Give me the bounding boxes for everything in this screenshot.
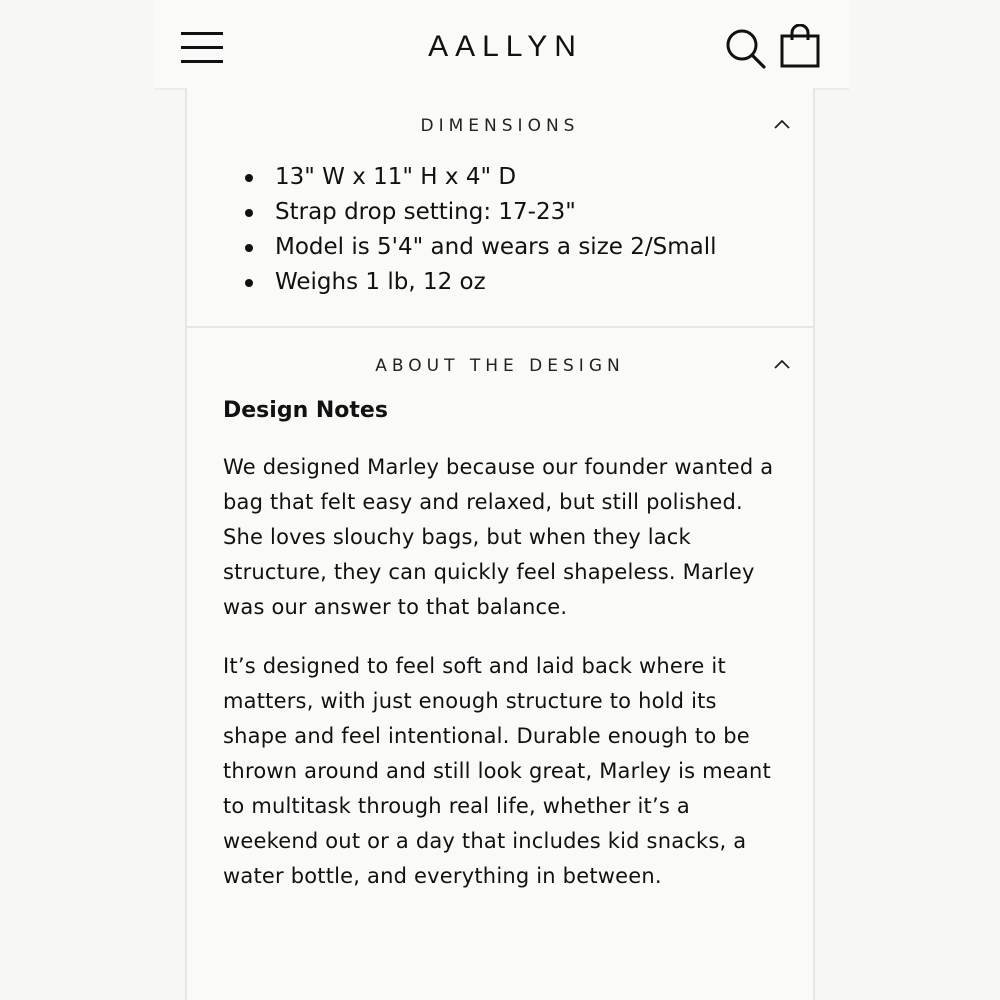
site-header: [155, 0, 849, 90]
cart-button[interactable]: [779, 24, 823, 70]
dimensions-list: [187, 160, 813, 300]
bullet: [245, 279, 253, 287]
design-paragraph: It’s designed to feel soft and laid back where it matters, with just enough structure to hold its shape and feel intentional. Durable enough to be thrown around and still look great, Marley is meant to multitask through real life, whether it’s a weekend out or a day that includes kid snacks, a water bottle, and everything in between.: [223, 654, 771, 888]
about-design-title: ABOUT THE DESIGN: [375, 356, 625, 376]
dimensions-title: DIMENSIONS: [420, 116, 580, 136]
strap-drop-text: Strap drop setting: 17-23": [275, 199, 576, 225]
list-item: [245, 230, 813, 265]
chevron-up-icon: [773, 358, 791, 370]
design-notes-heading: Design Notes: [223, 398, 388, 423]
dimension-text: 13" W x 11" H x 4" D: [275, 164, 517, 190]
about-design-toggle[interactable]: [187, 328, 813, 404]
dimensions-content: [187, 160, 813, 326]
about-design-content: [187, 396, 813, 894]
search-icon: [723, 26, 769, 72]
list-item: [245, 265, 813, 300]
weight-text: Weighs 1 lb, 12 oz: [275, 269, 486, 295]
product-details-panel: [185, 88, 815, 1000]
model-size-text: Model is 5'4" and wears a size 2/Small: [275, 234, 717, 260]
bullet: [245, 244, 253, 252]
dimensions-section: [187, 88, 813, 328]
shopping-bag-icon: [779, 24, 823, 70]
design-paragraph: We designed Marley because our founder wanted a bag that felt easy and relaxed, but still polished. She loves slouchy bags, but when they lack structure, they can quickly feel shapeless. Marley was our answer to that balance.: [223, 455, 774, 619]
site-logo[interactable]: AALLYN: [428, 30, 583, 63]
search-button[interactable]: [723, 26, 769, 72]
dimensions-toggle[interactable]: [187, 88, 813, 164]
bullet: [245, 209, 253, 217]
list-item: [245, 195, 813, 230]
bullet: [245, 174, 253, 182]
chevron-up-icon: [773, 118, 791, 130]
about-design-section: [187, 328, 813, 894]
list-item: [245, 160, 813, 195]
